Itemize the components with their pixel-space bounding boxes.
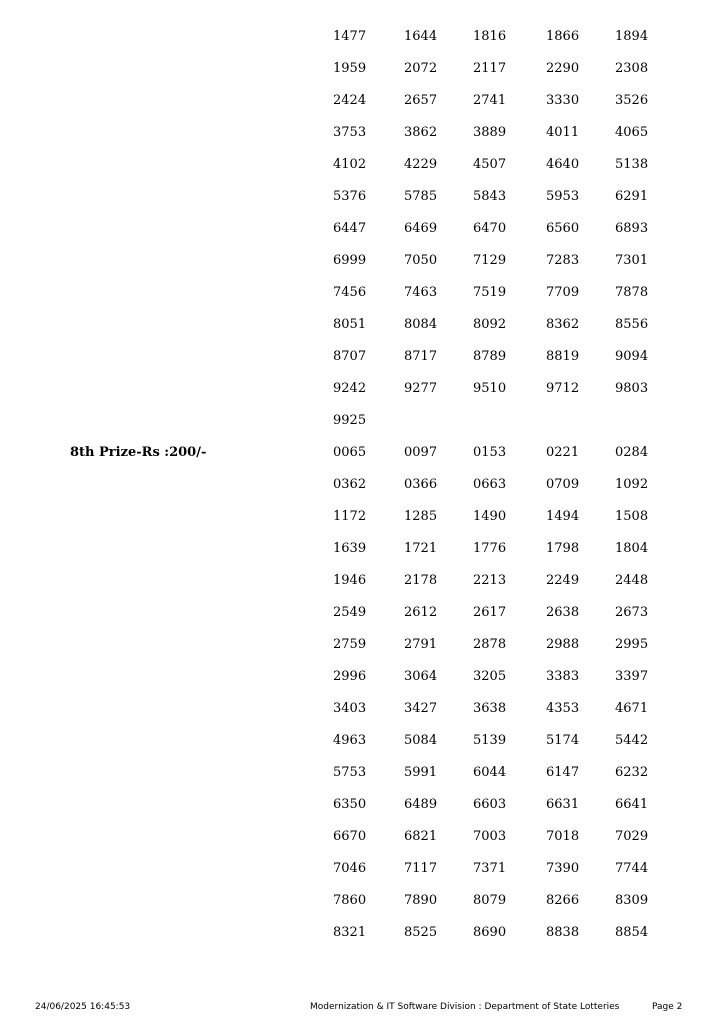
winning-number: 4229 <box>404 157 438 172</box>
winning-number: 1490 <box>473 509 507 524</box>
winning-number: 3397 <box>615 669 649 684</box>
winning-number: 8092 <box>473 317 507 332</box>
winning-number: 1644 <box>404 29 438 44</box>
winning-number: 0366 <box>404 477 438 492</box>
winning-number: 7709 <box>546 285 580 300</box>
winning-number: 3862 <box>404 125 438 140</box>
winning-number: 1172 <box>333 509 367 524</box>
number-row <box>0 605 724 621</box>
winning-number: 1477 <box>333 29 367 44</box>
winning-number: 1959 <box>333 61 367 76</box>
number-row <box>0 573 724 589</box>
winning-number: 1804 <box>615 541 649 556</box>
winning-number: 3064 <box>404 669 438 684</box>
winning-number: 6291 <box>615 189 649 204</box>
winning-number: 9510 <box>473 381 507 396</box>
number-row <box>0 221 724 237</box>
number-row <box>0 93 724 109</box>
winning-number: 8266 <box>546 893 580 908</box>
winning-number: 0097 <box>404 445 438 460</box>
winning-number: 2996 <box>333 669 367 684</box>
winning-number: 2448 <box>615 573 649 588</box>
winning-number: 8051 <box>333 317 367 332</box>
winning-number: 4671 <box>615 701 649 716</box>
winning-number: 1798 <box>546 541 580 556</box>
winning-number: 2657 <box>404 93 438 108</box>
winning-number: 7003 <box>473 829 507 844</box>
winning-number: 0362 <box>333 477 367 492</box>
winning-number: 8717 <box>404 349 438 364</box>
winning-number: 3383 <box>546 669 580 684</box>
winning-number: 7519 <box>473 285 507 300</box>
number-row <box>0 413 724 429</box>
winning-number: 2178 <box>404 573 438 588</box>
winning-number: 9925 <box>333 413 367 428</box>
winning-number: 1639 <box>333 541 367 556</box>
winning-number: 8838 <box>546 925 580 940</box>
winning-number: 8084 <box>404 317 438 332</box>
winning-number: 1946 <box>333 573 367 588</box>
winning-number: 2290 <box>546 61 580 76</box>
winning-number: 6469 <box>404 221 438 236</box>
winning-number: 6641 <box>615 797 649 812</box>
number-row <box>0 765 724 781</box>
winning-number: 5953 <box>546 189 580 204</box>
winning-number: 2117 <box>473 61 507 76</box>
winning-number: 1508 <box>615 509 649 524</box>
number-row <box>0 285 724 301</box>
winning-number: 6603 <box>473 797 507 812</box>
footer-page-number: Page 2 <box>652 1002 683 1012</box>
number-row <box>0 445 724 461</box>
winning-number: 6999 <box>333 253 367 268</box>
winning-number: 7890 <box>404 893 438 908</box>
number-row <box>0 477 724 493</box>
winning-number: 5174 <box>546 733 580 748</box>
winning-number: 3427 <box>404 701 438 716</box>
winning-number: 7046 <box>333 861 367 876</box>
winning-number: 0284 <box>615 445 649 460</box>
winning-number: 0221 <box>546 445 580 460</box>
winning-number: 7878 <box>615 285 649 300</box>
winning-number: 4353 <box>546 701 580 716</box>
number-row <box>0 349 724 365</box>
prize-section <box>0 445 724 957</box>
winning-number: 1866 <box>546 29 580 44</box>
winning-number: 6631 <box>546 797 580 812</box>
winning-number: 1721 <box>404 541 438 556</box>
winning-number: 5991 <box>404 765 438 780</box>
winning-number: 9094 <box>615 349 649 364</box>
winning-number: 6447 <box>333 221 367 236</box>
prize-label: 8th Prize-Rs :200/- <box>70 445 207 460</box>
number-row <box>0 701 724 717</box>
winning-number: 4065 <box>615 125 649 140</box>
prize-section <box>0 29 724 445</box>
winning-number: 5843 <box>473 189 507 204</box>
winning-number: 4963 <box>333 733 367 748</box>
winning-number: 7050 <box>404 253 438 268</box>
winning-number: 4102 <box>333 157 367 172</box>
winning-number: 2424 <box>333 93 367 108</box>
winning-number: 2308 <box>615 61 649 76</box>
winning-number: 0065 <box>333 445 367 460</box>
winning-number: 8789 <box>473 349 507 364</box>
winning-number: 5376 <box>333 189 367 204</box>
number-row <box>0 189 724 205</box>
number-row <box>0 861 724 877</box>
winning-number: 2791 <box>404 637 438 652</box>
number-row <box>0 669 724 685</box>
winning-number: 2878 <box>473 637 507 652</box>
winning-number: 7456 <box>333 285 367 300</box>
winning-number: 8690 <box>473 925 507 940</box>
winning-number: 2638 <box>546 605 580 620</box>
winning-number: 7860 <box>333 893 367 908</box>
winning-number: 7371 <box>473 861 507 876</box>
winning-number: 9712 <box>546 381 580 396</box>
winning-number: 5084 <box>404 733 438 748</box>
winning-number: 8707 <box>333 349 367 364</box>
winning-number: 8854 <box>615 925 649 940</box>
winning-number: 6232 <box>615 765 649 780</box>
winning-number: 3403 <box>333 701 367 716</box>
number-row <box>0 541 724 557</box>
winning-number: 6821 <box>404 829 438 844</box>
winning-number: 1894 <box>615 29 649 44</box>
winning-number: 7117 <box>404 861 438 876</box>
winning-number: 3205 <box>473 669 507 684</box>
number-row <box>0 509 724 525</box>
winning-number: 8525 <box>404 925 438 940</box>
number-row <box>0 733 724 749</box>
winning-number: 2741 <box>473 93 507 108</box>
winning-number: 7463 <box>404 285 438 300</box>
winning-number: 8819 <box>546 349 580 364</box>
winning-number: 0153 <box>473 445 507 460</box>
winning-number: 5139 <box>473 733 507 748</box>
winning-number: 3526 <box>615 93 649 108</box>
winning-number: 7129 <box>473 253 507 268</box>
winning-number: 3889 <box>473 125 507 140</box>
winning-number: 7283 <box>546 253 580 268</box>
winning-number: 2072 <box>404 61 438 76</box>
winning-number: 3638 <box>473 701 507 716</box>
number-row <box>0 637 724 653</box>
page-footer <box>0 1000 724 1014</box>
winning-number: 6350 <box>333 797 367 812</box>
number-row <box>0 253 724 269</box>
number-row <box>0 893 724 909</box>
winning-number: 5785 <box>404 189 438 204</box>
winning-number: 6560 <box>546 221 580 236</box>
winning-number: 2995 <box>615 637 649 652</box>
number-row <box>0 797 724 813</box>
winning-number: 2988 <box>546 637 580 652</box>
winning-number: 3753 <box>333 125 367 140</box>
winning-number: 7390 <box>546 861 580 876</box>
footer-organization: Modernization & IT Software Division : Department of State Lotteries <box>310 1002 620 1012</box>
number-row <box>0 317 724 333</box>
number-row <box>0 925 724 941</box>
winning-number: 0663 <box>473 477 507 492</box>
winning-number: 6044 <box>473 765 507 780</box>
winning-number: 7029 <box>615 829 649 844</box>
winning-number: 6893 <box>615 221 649 236</box>
winning-number: 6670 <box>333 829 367 844</box>
winning-number: 1494 <box>546 509 580 524</box>
winning-number: 7744 <box>615 861 649 876</box>
winning-number: 5138 <box>615 157 649 172</box>
winning-number: 4507 <box>473 157 507 172</box>
number-row <box>0 61 724 77</box>
winning-number: 8309 <box>615 893 649 908</box>
winning-number: 2249 <box>546 573 580 588</box>
winning-number: 8556 <box>615 317 649 332</box>
winning-number: 2612 <box>404 605 438 620</box>
winning-number: 2213 <box>473 573 507 588</box>
winning-number: 1285 <box>404 509 438 524</box>
winning-number: 2617 <box>473 605 507 620</box>
winning-number: 9277 <box>404 381 438 396</box>
number-row <box>0 157 724 173</box>
winning-number: 7301 <box>615 253 649 268</box>
winning-number: 9803 <box>615 381 649 396</box>
winning-number: 0709 <box>546 477 580 492</box>
winning-number: 8362 <box>546 317 580 332</box>
winning-number: 2673 <box>615 605 649 620</box>
number-row <box>0 29 724 45</box>
winning-number: 9242 <box>333 381 367 396</box>
winning-number: 8079 <box>473 893 507 908</box>
winning-number: 5442 <box>615 733 649 748</box>
winning-number: 6470 <box>473 221 507 236</box>
winning-number: 1776 <box>473 541 507 556</box>
footer-datetime: 24/06/2025 16:45:53 <box>35 1002 131 1012</box>
winning-number: 4011 <box>546 125 580 140</box>
winning-number: 6147 <box>546 765 580 780</box>
winning-number: 1092 <box>615 477 649 492</box>
winning-number: 6489 <box>404 797 438 812</box>
winning-number: 7018 <box>546 829 580 844</box>
winning-number: 2759 <box>333 637 367 652</box>
winning-number: 4640 <box>546 157 580 172</box>
winning-number: 2549 <box>333 605 367 620</box>
number-row <box>0 125 724 141</box>
winning-number: 8321 <box>333 925 367 940</box>
winning-number: 5753 <box>333 765 367 780</box>
winning-number: 1816 <box>473 29 507 44</box>
winning-number: 3330 <box>546 93 580 108</box>
number-row <box>0 829 724 845</box>
number-row <box>0 381 724 397</box>
